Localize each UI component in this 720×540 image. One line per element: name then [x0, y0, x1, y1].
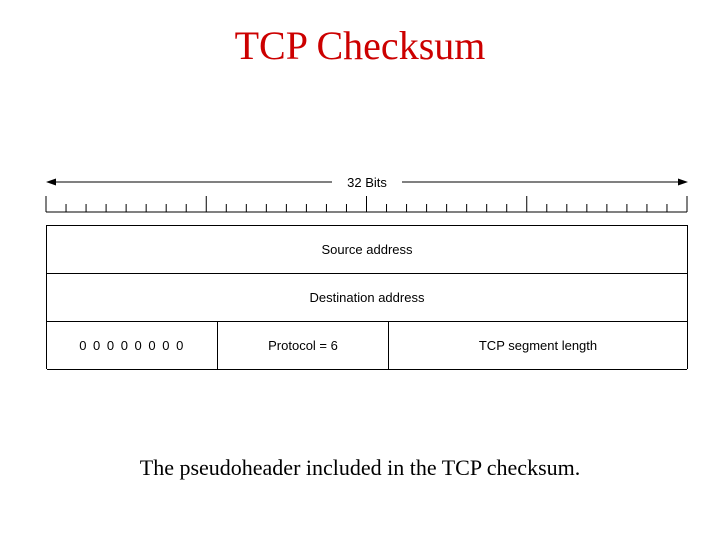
ruler-arrow-left-icon	[46, 179, 56, 186]
row-protocol-length	[47, 322, 687, 370]
row-destination-address	[47, 274, 687, 322]
zero-padding-field: 0 0 0 0 0 0 0 0	[47, 322, 218, 369]
bit-ruler	[46, 170, 688, 214]
protocol-field: Protocol = 6	[218, 322, 389, 369]
row-source-address	[47, 226, 687, 274]
caption: The pseudoheader included in the TCP checksum.	[139, 455, 581, 480]
source-address-field: Source address	[321, 242, 413, 257]
ruler-arrow-right-icon	[678, 179, 688, 186]
slide-title: TCP Checksum	[234, 23, 486, 68]
destination-address-field: Destination address	[309, 290, 425, 305]
ruler-label: 32 Bits	[332, 174, 402, 191]
pseudo-header-table	[46, 225, 688, 369]
segment-length-field: TCP segment length	[478, 338, 598, 353]
